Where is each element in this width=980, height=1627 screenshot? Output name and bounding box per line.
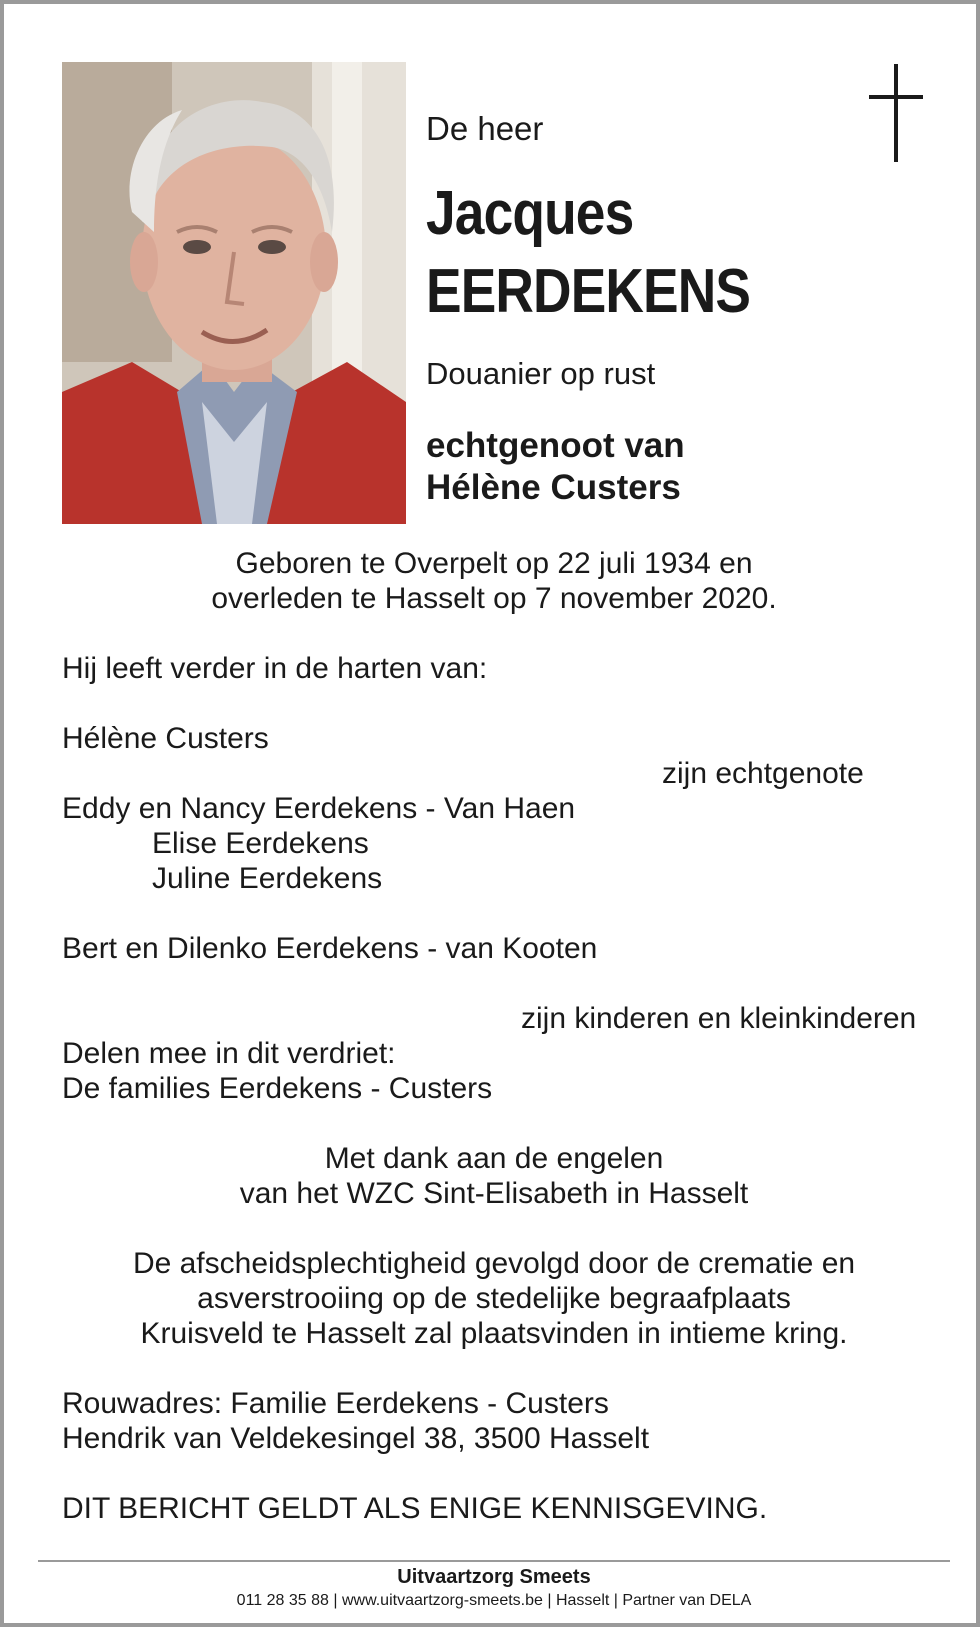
share-line-2: De families Eerdekens - Custers xyxy=(62,1072,493,1105)
death-line: overleden te Hasselt op 7 november 2020. xyxy=(211,582,777,615)
ceremony-line-2: asverstrooiing op de stedelijke begraafplaats xyxy=(197,1282,791,1315)
ceremony-line-3: Kruisveld te Hasselt zal plaatsvinden in intieme kring. xyxy=(140,1317,848,1350)
spouse-name: Hélène Custers xyxy=(426,468,681,507)
family-children-role: zijn kinderen en kleinkinderen xyxy=(521,1002,917,1035)
portrait-illustration xyxy=(62,62,406,524)
family-child-1: Eddy en Nancy Eerdekens - Van Haen xyxy=(62,792,576,825)
family-spouse-name: Hélène Custers xyxy=(62,722,269,755)
birth-line: Geboren te Overpelt op 22 juli 1934 en xyxy=(235,547,753,580)
footer-divider xyxy=(38,1560,950,1562)
family-intro: Hij leeft verder in de harten van: xyxy=(62,652,488,685)
address-line-1: Rouwadres: Familie Eerdekens - Custers xyxy=(62,1387,609,1420)
address-line-2: Hendrik van Veldekesingel 38, 3500 Hasselt xyxy=(62,1422,650,1455)
spouse-label: echtgenoot van xyxy=(426,426,685,465)
notice-line: DIT BERICHT GELDT ALS ENIGE KENNISGEVING. xyxy=(62,1492,768,1525)
thanks-line-1: Met dank aan de engelen xyxy=(324,1142,664,1175)
occupation: Douanier op rust xyxy=(426,356,656,391)
portrait-photo xyxy=(62,62,406,524)
first-name: Jacques xyxy=(426,179,634,248)
family-grandchild-2: Juline Eerdekens xyxy=(152,862,383,895)
honorific: De heer xyxy=(426,110,544,147)
funeral-company-name: Uitvaartzorg Smeets xyxy=(397,1566,591,1588)
family-spouse-role: zijn echtgenote xyxy=(662,757,864,790)
share-line-1: Delen mee in dit verdriet: xyxy=(62,1037,396,1070)
ceremony-line-1: De afscheidsplechtigheid gevolgd door de crematie en xyxy=(132,1247,856,1280)
family-child-2: Bert en Dilenko Eerdekens - van Kooten xyxy=(62,932,598,965)
cross-icon xyxy=(866,64,926,164)
family-grandchild-1: Elise Eerdekens xyxy=(152,827,369,860)
thanks-line-2: van het WZC Sint-Elisabeth in Hasselt xyxy=(239,1177,749,1210)
last-name: EERDEKENS xyxy=(426,257,751,326)
funeral-company-info: 011 28 35 88 | www.uitvaartzorg-smeets.be | Hasselt | Partner van DELA xyxy=(236,1592,752,1609)
